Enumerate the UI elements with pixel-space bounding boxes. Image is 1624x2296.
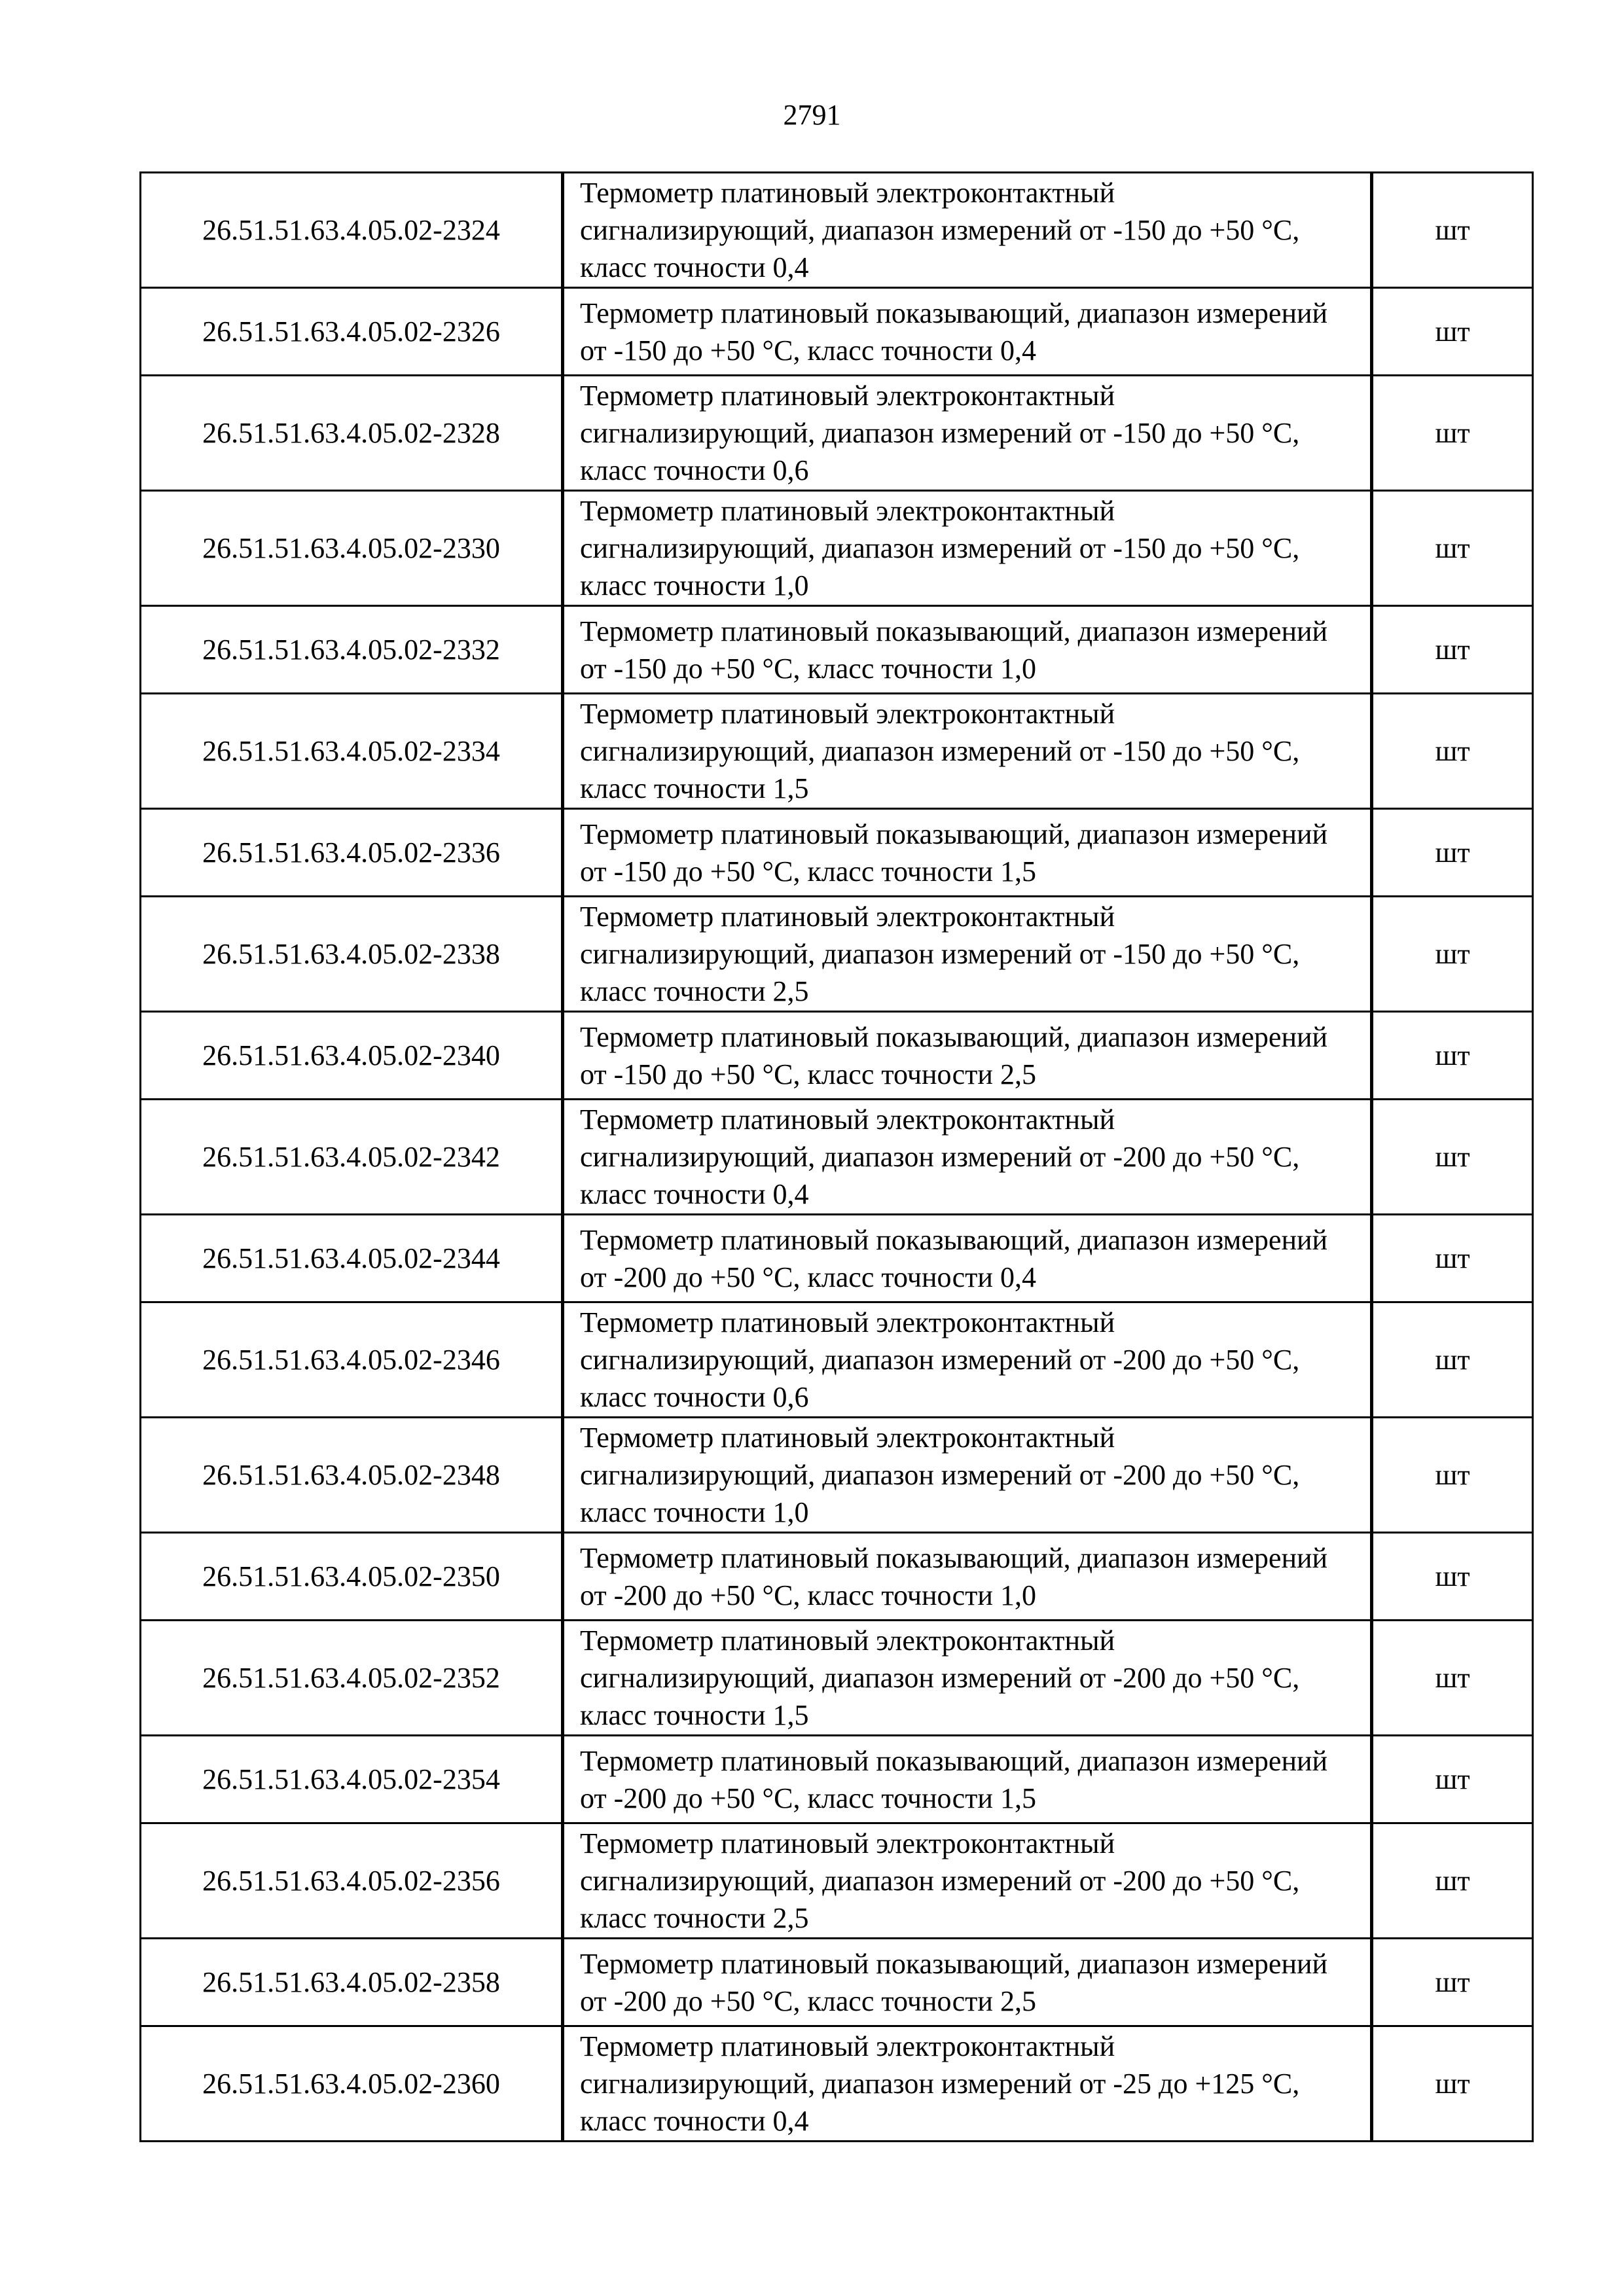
item-code: 26.51.51.63.4.05.02-2328 xyxy=(141,376,563,491)
table-row xyxy=(141,1215,1533,1302)
item-description: Термометр платиновый показывающий, диапазон измерений от -200 до +50 °С, класс точности 1,5 xyxy=(563,1736,1372,1823)
item-unit: шт xyxy=(1372,376,1533,491)
item-description: Термометр платиновый электроконтактный сигнализирующий, диапазон измерений от -200 до +50 °С, класс точности 1,5 xyxy=(563,1621,1372,1736)
item-description: Термометр платиновый электроконтактный сигнализирующий, диапазон измерений от -150 до +50 °С, класс точности 1,0 xyxy=(563,491,1372,606)
item-code: 26.51.51.63.4.05.02-2354 xyxy=(141,1736,563,1823)
item-code: 26.51.51.63.4.05.02-2334 xyxy=(141,694,563,809)
item-description: Термометр платиновый электроконтактный сигнализирующий, диапазон измерений от -150 до +50 °С, класс точности 1,5 xyxy=(563,694,1372,809)
item-code: 26.51.51.63.4.05.02-2360 xyxy=(141,2026,563,2142)
item-description: Термометр платиновый показывающий, диапазон измерений от -200 до +50 °С, класс точности 1,0 xyxy=(563,1533,1372,1621)
item-description: Термометр платиновый электроконтактный сигнализирующий, диапазон измерений от -200 до +50 °С, класс точности 0,4 xyxy=(563,1100,1372,1215)
table-row xyxy=(141,694,1533,809)
item-code: 26.51.51.63.4.05.02-2356 xyxy=(141,1823,563,1939)
item-unit: шт xyxy=(1372,1736,1533,1823)
table-row xyxy=(141,1823,1533,1939)
item-description: Термометр платиновый показывающий, диапазон измерений от -150 до +50 °С, класс точности 1,5 xyxy=(563,809,1372,897)
item-unit: шт xyxy=(1372,491,1533,606)
item-unit: шт xyxy=(1372,1215,1533,1302)
table-row xyxy=(141,2026,1533,2142)
table-row xyxy=(141,809,1533,897)
table-row xyxy=(141,1533,1533,1621)
item-unit: шт xyxy=(1372,1012,1533,1100)
table-row xyxy=(141,491,1533,606)
item-unit: шт xyxy=(1372,1100,1533,1215)
table-row xyxy=(141,1418,1533,1533)
item-unit: шт xyxy=(1372,1418,1533,1533)
item-description: Термометр платиновый показывающий, диапазон измерений от -150 до +50 °С, класс точности 1,0 xyxy=(563,606,1372,694)
item-unit: шт xyxy=(1372,606,1533,694)
item-description: Термометр платиновый электроконтактный сигнализирующий, диапазон измерений от -150 до +50 °С, класс точности 2,5 xyxy=(563,897,1372,1012)
item-description: Термометр платиновый электроконтактный сигнализирующий, диапазон измерений от -150 до +50 °С, класс точности 0,6 xyxy=(563,376,1372,491)
table-row xyxy=(141,376,1533,491)
item-code: 26.51.51.63.4.05.02-2342 xyxy=(141,1100,563,1215)
item-unit: шт xyxy=(1372,173,1533,288)
table-row xyxy=(141,1621,1533,1736)
item-description: Термометр платиновый электроконтактный сигнализирующий, диапазон измерений от -200 до +50 °С, класс точности 2,5 xyxy=(563,1823,1372,1939)
table-row xyxy=(141,173,1533,288)
item-code: 26.51.51.63.4.05.02-2338 xyxy=(141,897,563,1012)
table-row xyxy=(141,1012,1533,1100)
item-code: 26.51.51.63.4.05.02-2346 xyxy=(141,1302,563,1418)
table-row xyxy=(141,606,1533,694)
price-table xyxy=(139,171,1534,2142)
item-unit: шт xyxy=(1372,1621,1533,1736)
item-description: Термометр платиновый электроконтактный сигнализирующий, диапазон измерений от -200 до +50 °С, класс точности 0,6 xyxy=(563,1302,1372,1418)
item-code: 26.51.51.63.4.05.02-2336 xyxy=(141,809,563,897)
item-description: Термометр платиновый показывающий, диапазон измерений от -200 до +50 °С, класс точности 0,4 xyxy=(563,1215,1372,1302)
item-unit: шт xyxy=(1372,1302,1533,1418)
item-unit: шт xyxy=(1372,897,1533,1012)
item-description: Термометр платиновый электроконтактный сигнализирующий, диапазон измерений от -25 до +125 °С, класс точности 0,4 xyxy=(563,2026,1372,2142)
item-description: Термометр платиновый электроконтактный сигнализирующий, диапазон измерений от -200 до +50 °С, класс точности 1,0 xyxy=(563,1418,1372,1533)
item-description: Термометр платиновый показывающий, диапазон измерений от -200 до +50 °С, класс точности 2,5 xyxy=(563,1939,1372,2026)
item-unit: шт xyxy=(1372,1823,1533,1939)
item-code: 26.51.51.63.4.05.02-2344 xyxy=(141,1215,563,1302)
item-code: 26.51.51.63.4.05.02-2324 xyxy=(141,173,563,288)
item-code: 26.51.51.63.4.05.02-2330 xyxy=(141,491,563,606)
item-code: 26.51.51.63.4.05.02-2326 xyxy=(141,288,563,376)
table-row xyxy=(141,288,1533,376)
item-description: Термометр платиновый показывающий, диапазон измерений от -150 до +50 °С, класс точности 0,4 xyxy=(563,288,1372,376)
item-code: 26.51.51.63.4.05.02-2332 xyxy=(141,606,563,694)
item-unit: шт xyxy=(1372,694,1533,809)
item-unit: шт xyxy=(1372,288,1533,376)
table-row xyxy=(141,897,1533,1012)
item-code: 26.51.51.63.4.05.02-2352 xyxy=(141,1621,563,1736)
item-unit: шт xyxy=(1372,2026,1533,2142)
item-description: Термометр платиновый показывающий, диапазон измерений от -150 до +50 °С, класс точности 2,5 xyxy=(563,1012,1372,1100)
item-code: 26.51.51.63.4.05.02-2350 xyxy=(141,1533,563,1621)
item-unit: шт xyxy=(1372,809,1533,897)
item-code: 26.51.51.63.4.05.02-2340 xyxy=(141,1012,563,1100)
table-row xyxy=(141,1939,1533,2026)
table-row xyxy=(141,1100,1533,1215)
item-code: 26.51.51.63.4.05.02-2358 xyxy=(141,1939,563,2026)
page-number: 2791 xyxy=(783,99,841,131)
item-code: 26.51.51.63.4.05.02-2348 xyxy=(141,1418,563,1533)
item-unit: шт xyxy=(1372,1533,1533,1621)
table-row xyxy=(141,1302,1533,1418)
table-row xyxy=(141,1736,1533,1823)
item-unit: шт xyxy=(1372,1939,1533,2026)
item-description: Термометр платиновый электроконтактный сигнализирующий, диапазон измерений от -150 до +50 °С, класс точности 0,4 xyxy=(563,173,1372,288)
